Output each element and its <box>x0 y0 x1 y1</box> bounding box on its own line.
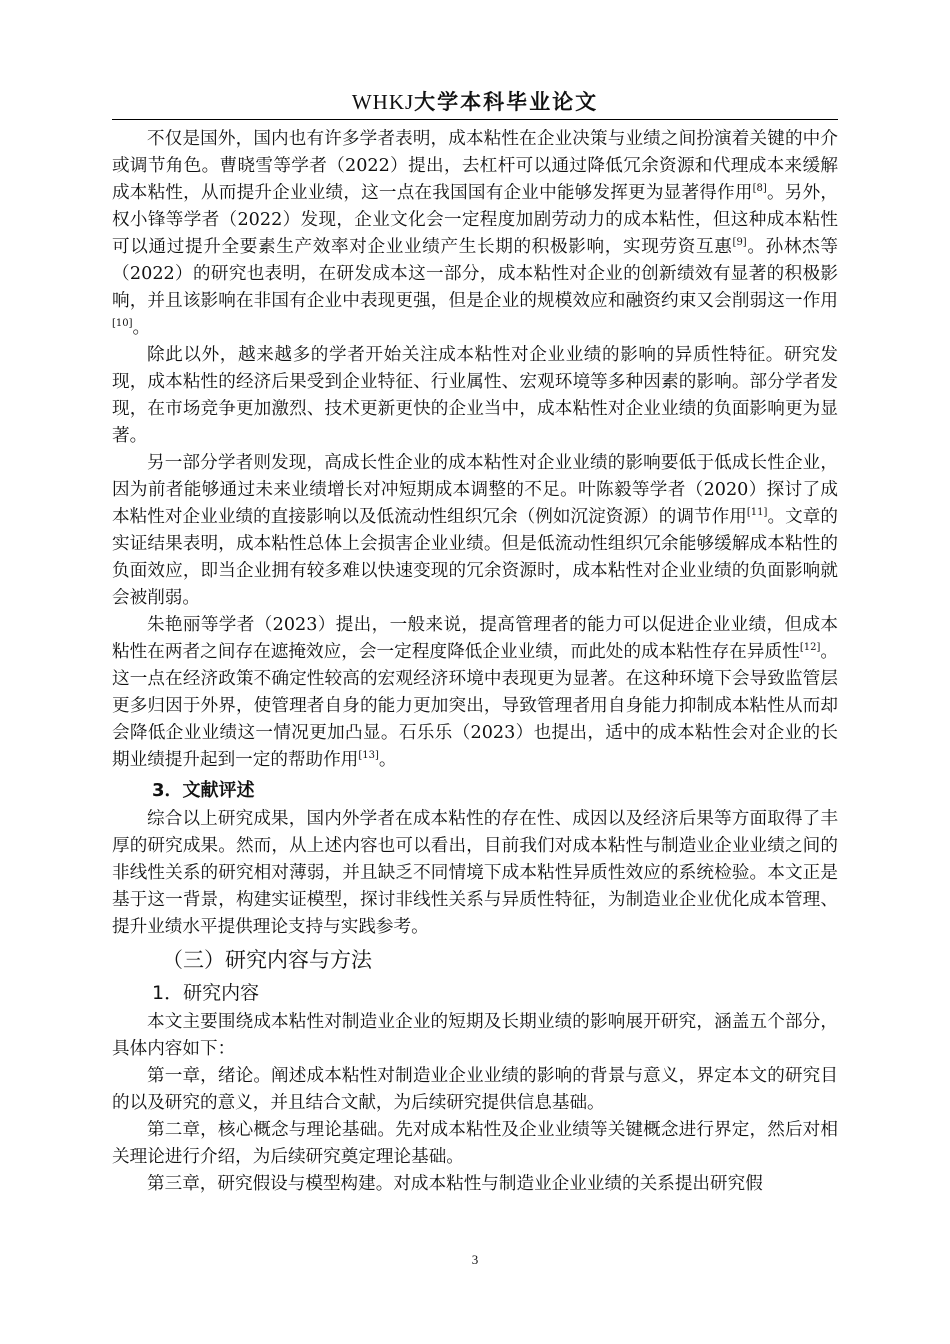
header-title <box>352 86 598 116</box>
paragraph-text: 另一部分学者则发现，高成长性企业的成本粘性对企业业绩的影响要低于低成长性企业，因为前者能够通过未来业绩增长对冲短期成本调整的不足。叶陈毅等学者（2020）探讨了成本粘性对企业业绩的直接影响以及低流动性组织冗余（例如沉淀资源）的调节作用 <box>112 453 838 527</box>
paragraph: 除此以外，越来越多的学者开始关注成本粘性对企业业绩的影响的异质性特征。研究发现，成本粘性的经济后果受到企业特征、行业属性、宏观环境等多种因素的影响。部分学者发现，在市场竞争更加激烈、技术更新更快的企业当中，成本粘性对企业业绩的负面影响更为显著。 <box>112 345 838 446</box>
paragraph-text: 。 <box>132 318 151 338</box>
page-body <box>112 126 838 1198</box>
citation: [13] <box>358 750 379 761</box>
header-prefix: WHKJ <box>351 90 415 114</box>
paragraph-text: 。另外，权小锋等学者（2022）发现，企业文化会一定程度加剧劳动力的成本粘性，但这种成本粘性可以通过提升全要素生产效率对企业业绩产生长期的积极影响，实现劳资互惠 <box>112 183 838 257</box>
section-heading: 3．文献评述 <box>152 780 255 801</box>
paragraph <box>112 450 838 612</box>
citation: [12] <box>799 642 821 653</box>
citation: [10] <box>112 318 133 329</box>
paragraph-text: 。 <box>378 750 397 770</box>
page-header <box>112 86 838 116</box>
paragraph: 综合以上研究成果，国内外学者在成本粘性的存在性、成因以及经济后果等方面取得了丰厚的研究成果。然而，从上述内容也可以看出，目前我们对成本粘性与制造业企业业绩之间的非线性关系的研究相对薄弱，并且缺乏不同情境下成本粘性异质性效应的系统检验。本文正是基于这一背景，构建实证模型，探讨非线性关系与异质性特征，为制造业企业优化成本管理、提升业绩水平提供理论支持与实践参考。 <box>112 809 838 937</box>
paragraph <box>112 126 838 342</box>
paragraph-text: 。这一点在经济政策不确定性较高的宏观经济环境中表现更为显著。在这种环境下会导致监管层更多归因于外界，使管理者自身的能力更加突出，导致管理者用自身能力抑制成本粘性从而却会降低企业业绩这一情况更加凸显。石乐乐（2023）也提出，适中的成本粘性会对企业的长期业绩提升起到一定的帮助作用 <box>112 642 838 770</box>
paragraph: 第三章，研究假设与模型构建。对成本粘性与制造业企业业绩的关系提出研究假 <box>147 1174 763 1194</box>
paragraph: 第二章，核心概念与理论基础。先对成本粘性及企业业绩等关键概念进行界定，然后对相关理论进行介绍，为后续研究奠定理论基础。 <box>112 1120 838 1167</box>
paragraph-text: 朱艳丽等学者（2023）提出，一般来说，提高管理者的能力可以促进企业业绩，但成本粘性在两者之间存在遮掩效应，会一定程度降低企业业绩，而此处的成本粘性存在异质性 <box>112 615 838 662</box>
citation: [8] <box>752 183 767 194</box>
paragraph-text: 。孙林杰等（2022）的研究也表明，在研发成本这一部分，成本粘性对企业的创新绩效有显著的积极影响，并且该影响在非国有企业中表现更强，但是企业的规模效应和融资约束又会削弱这一作用 <box>112 237 838 311</box>
paragraph <box>112 612 838 774</box>
subsection-heading: 1．研究内容 <box>152 982 260 1004</box>
paragraph-text: 。文章的实证结果表明，成本粘性总体上会损害企业业绩。但是低流动性组织冗余能够缓解成本粘性的负面效应，即当企业拥有较多难以快速变现的冗余资源时，成本粘性对企业业绩的负面影响就会被削弱。 <box>112 507 838 608</box>
citation: [9] <box>732 237 747 248</box>
paragraph: 第一章，绪论。阐述成本粘性对制造业企业业绩的影响的背景与意义，界定本文的研究目的以及研究的意义，并且结合文献，为后续研究提供信息基础。 <box>112 1066 838 1113</box>
page-number: 3 <box>471 1252 479 1267</box>
paragraph: 本文主要围绕成本粘性对制造业企业的短期及长期业绩的影响展开研究，涵盖五个部分，具体内容如下： <box>112 1012 838 1059</box>
chapter-section-heading: （三）研究内容与方法 <box>162 948 372 972</box>
citation: [11] <box>746 507 768 518</box>
header-title-text: 大学本科毕业论文 <box>414 89 599 114</box>
paragraph-text: 不仅是国外，国内也有许多学者表明，成本粘性在企业决策与业绩之间扮演着关键的中介或调节角色。曹晓雪等学者（2022）提出，去杠杆可以通过降低冗余资源和代理成本来缓解成本粘性，从而提升企业业绩，这一点在我国国有企业中能够发挥更为显著得作用 <box>112 129 838 203</box>
header-divider <box>112 119 838 120</box>
